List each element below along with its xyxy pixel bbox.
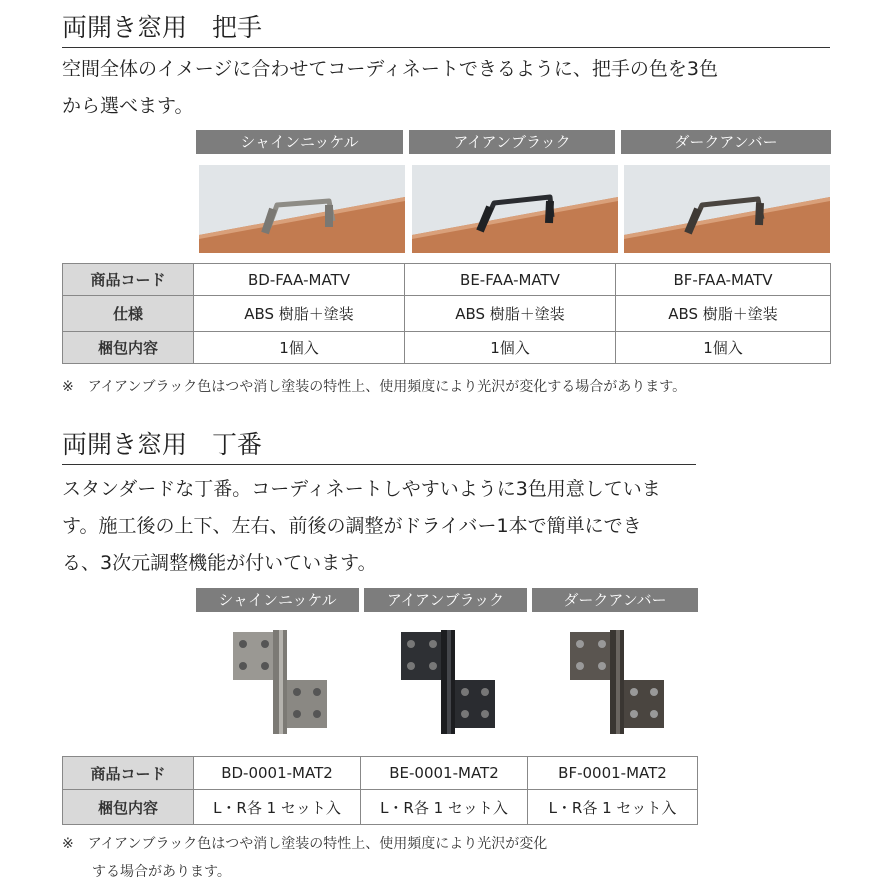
hinge-photo-amber bbox=[562, 628, 672, 740]
handle-header-black: アイアンブラック bbox=[409, 130, 615, 154]
cell-code-nickel: BD-FAA-MATV bbox=[194, 264, 405, 296]
table-row bbox=[63, 332, 831, 364]
hinge-note-line: ※ アイアンブラック色はつや消し塗装の特性上、使用頻度により光沢が変化 bbox=[62, 836, 548, 852]
hinge-desc-line: す。施工後の上下、左右、前後の調整がドライバー1本で簡単にでき bbox=[62, 515, 642, 537]
hinge-photo-black bbox=[393, 628, 503, 740]
cell-package-nickel: 1個入 bbox=[194, 332, 405, 364]
table-row bbox=[63, 757, 698, 790]
row-label-package: 梱包内容 bbox=[63, 790, 194, 825]
hinge-header-black: アイアンブラック bbox=[364, 588, 527, 612]
table-row bbox=[63, 296, 831, 332]
cell-package-nickel: L・R各 1 セット入 bbox=[194, 790, 361, 825]
cell-spec-amber: ABS 樹脂＋塗装 bbox=[616, 296, 831, 332]
handle-section-title: 両開き窓用 把手 bbox=[62, 13, 263, 42]
cell-code-black: BE-FAA-MATV bbox=[405, 264, 616, 296]
cell-package-black: 1個入 bbox=[405, 332, 616, 364]
hinge-note bbox=[62, 833, 547, 881]
cell-package-black: L・R各 1 セット入 bbox=[361, 790, 528, 825]
hinge-section-title: 両開き窓用 丁番 bbox=[62, 430, 263, 459]
cell-package-amber: 1個入 bbox=[616, 332, 831, 364]
handle-header-amber: ダークアンバー bbox=[621, 130, 831, 154]
handle-description bbox=[62, 51, 718, 125]
cell-code-black: BE-0001-MAT2 bbox=[361, 757, 528, 790]
hinge-desc-line: スタンダードな丁番。コーディネートしやすいように3色用意していま bbox=[62, 478, 661, 500]
hinge-note-line: する場合があります。 bbox=[92, 864, 231, 880]
cell-package-amber: L・R各 1 セット入 bbox=[528, 790, 698, 825]
hinge-title-rule bbox=[62, 464, 696, 465]
table-row bbox=[63, 264, 831, 296]
hinge-photo-nickel bbox=[225, 628, 335, 740]
handle-header-nickel: シャインニッケル bbox=[196, 130, 403, 154]
hinge-header-nickel: シャインニッケル bbox=[196, 588, 359, 612]
hinge-header-amber: ダークアンバー bbox=[532, 588, 698, 612]
handle-photo-amber bbox=[624, 165, 830, 253]
handle-title-rule bbox=[62, 47, 830, 48]
cell-code-amber: BF-FAA-MATV bbox=[616, 264, 831, 296]
handle-spec-table bbox=[62, 263, 831, 364]
row-label-product-code: 商品コード bbox=[63, 757, 194, 790]
handle-photo-black bbox=[412, 165, 618, 253]
row-label-spec: 仕様 bbox=[63, 296, 194, 332]
hinge-description bbox=[62, 471, 661, 582]
handle-desc-line: 空間全体のイメージに合わせてコーディネートできるように、把手の色を3色 bbox=[62, 58, 719, 80]
handle-desc-line: から選べます。 bbox=[62, 95, 194, 117]
handle-note: ※ アイアンブラック色はつや消し塗装の特性上、使用頻度により光沢が変化する場合があります。 bbox=[62, 379, 687, 395]
row-label-product-code: 商品コード bbox=[63, 264, 194, 296]
cell-code-amber: BF-0001-MAT2 bbox=[528, 757, 698, 790]
hinge-spec-table bbox=[62, 756, 698, 825]
table-row bbox=[63, 790, 698, 825]
cell-spec-nickel: ABS 樹脂＋塗装 bbox=[194, 296, 405, 332]
row-label-package: 梱包内容 bbox=[63, 332, 194, 364]
cell-spec-black: ABS 樹脂＋塗装 bbox=[405, 296, 616, 332]
handle-photo-nickel bbox=[199, 165, 405, 253]
cell-code-nickel: BD-0001-MAT2 bbox=[194, 757, 361, 790]
hinge-desc-line: る、3次元調整機能が付いています。 bbox=[62, 552, 377, 574]
